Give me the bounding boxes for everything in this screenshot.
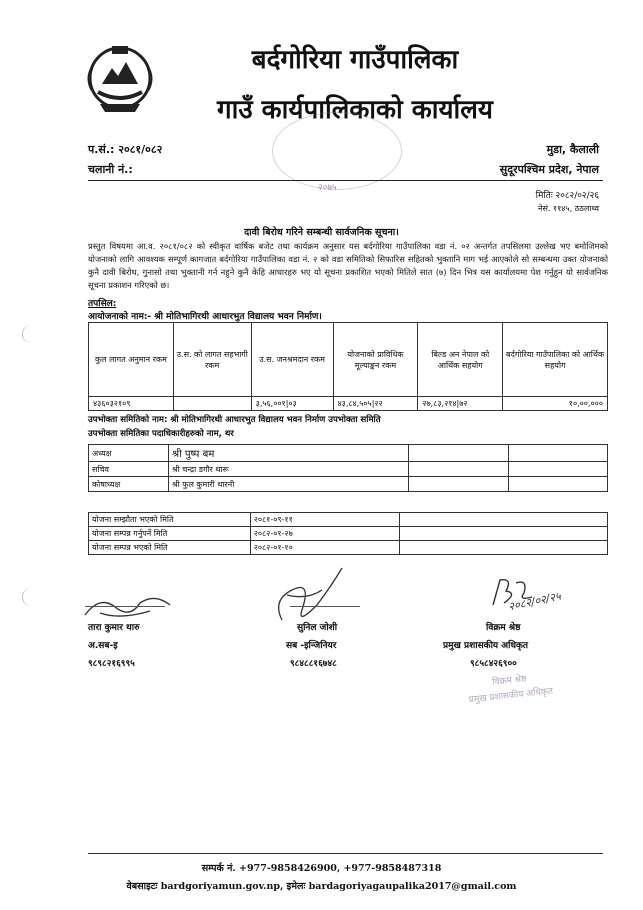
official-name: श्री फुल कुमारी थारनी: [169, 477, 409, 492]
municipality-support-value: १०,००,०००: [503, 397, 608, 411]
nepal-sambat-date: नेसं. ११४५, ठठलाथ्व: [538, 204, 599, 213]
blank-cell: [409, 445, 509, 462]
punch-hole-mark: [22, 325, 40, 343]
col-labor-contribution: उ.स. जनश्रमदान रकम: [251, 323, 333, 397]
project-dates-table: [88, 512, 608, 555]
committee-officials-heading: उपभोक्ता समितिका पदाधिकारीहरुको नाम, थर: [88, 429, 234, 439]
user-contribution-value: [173, 397, 251, 411]
signatory-name: विक्रम श्रेष्ठ: [486, 623, 521, 633]
signature-scribble: [80, 585, 180, 625]
table-row: [89, 462, 608, 477]
col-user-contribution: उ.स. को लागत सहभागी रकम: [173, 323, 251, 397]
dispatch-number: चलानी नं.:: [88, 163, 133, 176]
table-row: [89, 477, 608, 492]
date-value: २०८२-०१-२७: [250, 527, 400, 541]
footer-contact: सम्पर्क नं. +977-9858426900, +977-9858487318: [201, 863, 442, 874]
table-row: [89, 513, 608, 527]
signatory-designation: सब -इन्जिनियर: [286, 641, 337, 651]
officials-table: [88, 444, 608, 492]
official-post: अध्यक्ष: [89, 445, 169, 462]
blank-cell: [509, 477, 608, 492]
labor-contribution-value: ३,५६,००१|०३: [251, 397, 333, 411]
col-municipality-support: बर्दगोरिया गाउँपालिका को आर्थिक सहयोग: [503, 323, 608, 397]
stamp-name: विक्रम श्रेष्ठ: [491, 674, 527, 688]
signature-line: [85, 606, 165, 607]
signatory-name: तारा कुमार थारु: [88, 623, 140, 633]
blank-cell: [509, 445, 608, 462]
cost-table: [88, 322, 608, 411]
official-post: कोषाध्यक्ष: [89, 477, 169, 492]
notice-body: प्रस्तुत विषयमा आ.व. २०८१/०८२ को स्वीकृत वार्षिक बजेट तथा कार्यक्रम अनुसार यस बर्दगोरिया गाउँपालिका वडा नं. ०२ अन्तर्गत तपसिलमा उल्लेख भए बमोजिमको योजनाको लागि आवश्यक सम्पूर्ण कागजात बर्दगोरिया गाउँपालिका वडा नं. २ को वडा समितिको सिफारिस सहितको भुक्तानि माग भई आएकोले सो सम्बन्धमा उक्त योजनाको कुनै दावी बिरोध, गुनासो तथा भुक्तानी गर्न नहुने कुनै केहि आधारहरु भए यो सूचना प्रकाशित भएको मितिले सात (७) दिन भित्र यस कार्यालयमा पेश गर्नुहुन यो सार्वजनिक सूचना प्रकाशन गरिएको छ।: [88, 241, 608, 290]
signatory-name: सुनिल जोशी: [297, 623, 338, 633]
col-technical-evaluation: योजनाको प्राविधिक मूल्याङ्कन रकम: [333, 323, 418, 397]
table-row: [89, 541, 608, 555]
punch-hole-mark: [22, 588, 40, 606]
committee-name: उपभोक्ता समितिको नाम: श्री मोतिभागिरथी आधारभुत विद्यालय भवन निर्माण उपभोक्ता समिति: [88, 415, 381, 425]
office-name: बर्दगोरिया गाउँपालिका: [251, 45, 459, 75]
name-stamp: [467, 670, 554, 709]
table-row: [89, 445, 608, 462]
cost-table-row: [89, 397, 608, 411]
date-label: योजना सम्झौता भएको मिति: [89, 513, 251, 527]
technical-evaluation-value: ४३,८४,५०५|२२: [333, 397, 418, 411]
blank-cell: [400, 527, 608, 541]
date-label: योजना सम्पन्न भएको मिति: [89, 541, 251, 555]
blank-cell: [409, 462, 509, 477]
signatory-phone: ९८४८८१६७४८: [290, 659, 337, 669]
date-label: योजना सम्पन्न गर्नुपर्ने मिति: [89, 527, 251, 541]
blank-cell: [400, 513, 608, 527]
notice-title: दावी बिरोध गरिने सम्बन्धी सार्वजनिक सूचना।: [244, 227, 399, 238]
build-up-nepal-value: २७,८३,२१४|७२: [418, 397, 503, 411]
stamp-designation: प्रमुख प्रशासकीय अधिकृत: [468, 686, 554, 706]
handwritten-date: २०८२/०२/२५: [507, 589, 562, 614]
blank-cell: [400, 541, 608, 555]
letter-date: मितिः २०८२/०२/२६: [535, 191, 599, 201]
official-name: श्री पुष्प बम: [169, 445, 409, 462]
office-subtitle: गाउँ कार्यपालिकाको कार्यालय: [217, 95, 493, 125]
header-divider: [88, 180, 603, 181]
blank-cell: [509, 462, 608, 477]
footer-divider: [88, 853, 603, 854]
footer-web-email: वेबसाइटः bardgoriyamun.gov.np, इमेलः bardagoriyagaupalika2017@gmail.com: [126, 881, 517, 892]
project-name: आयोजनाको नाम:- श्री मोतिभागिरथी आधारभुत विद्यालय भवन निर्माण।: [88, 312, 322, 322]
signatory-designation: अ.सब-इ: [88, 641, 118, 651]
address-line-1: मुडा, कैलाली: [546, 143, 599, 156]
blank-cell: [409, 477, 509, 492]
reference-number: प.सं.: २०८१/०८२: [88, 143, 163, 156]
seal-year: २०७५: [318, 183, 337, 193]
address-line-2: सुदूरपश्चिम प्रदेश, नेपाल: [499, 163, 599, 176]
cost-table-header-row: [89, 323, 608, 397]
col-build-up-nepal: बिल्ड अन नेपाल को आर्थिक सहयोग: [418, 323, 503, 397]
total-estimate-value: ४३६०३२१०९: [89, 397, 174, 411]
office-seal: [272, 112, 402, 190]
nepal-emblem-logo: [80, 38, 160, 118]
date-value: २०८२-०१-१०: [250, 541, 400, 555]
table-row: [89, 527, 608, 541]
details-heading: तपसिल:: [88, 299, 117, 309]
official-post: सचिव: [89, 462, 169, 477]
official-name: श्री चन्द्रा डगौर थारू: [169, 462, 409, 477]
col-total-estimate: कुल लागत अनुमान रकम: [89, 323, 174, 397]
signature-line: [290, 606, 360, 607]
signatory-phone: ९८५८४२६९००: [470, 659, 517, 669]
date-value: २०८१-०९-११: [250, 513, 400, 527]
signatory-designation: प्रमुख प्रशासकीय अधिकृत: [443, 641, 529, 651]
signatory-phone: ९८९८२१६९९५: [88, 659, 135, 669]
